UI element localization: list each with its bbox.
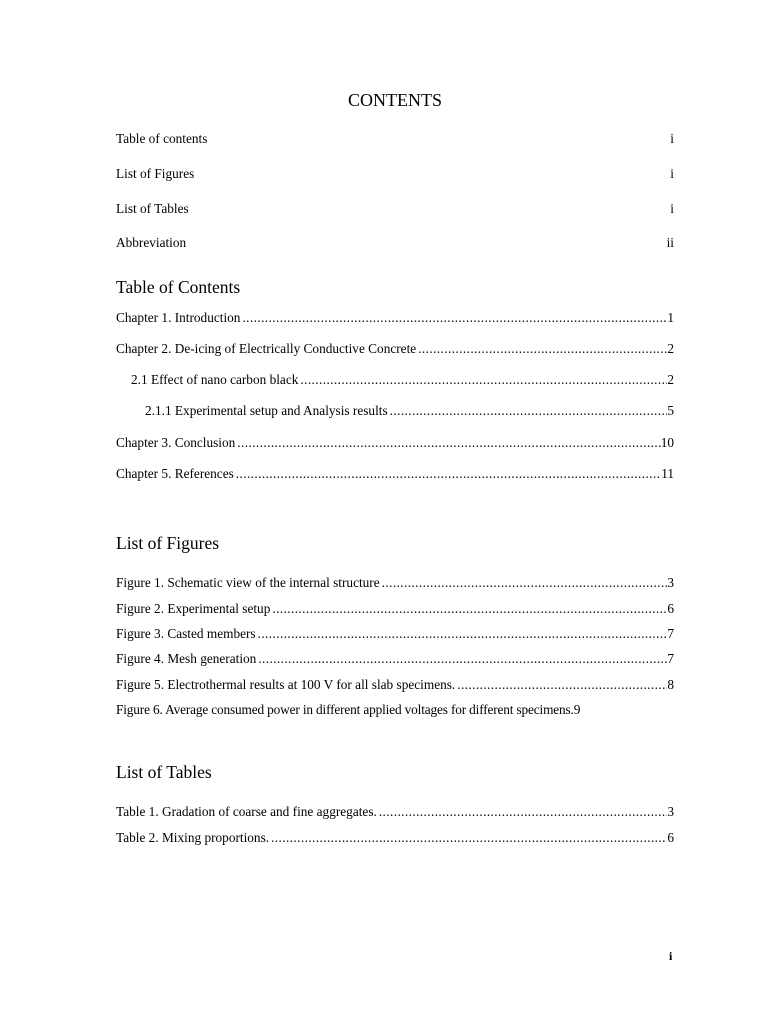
entry-page-number: i (670, 131, 674, 146)
entry-page-number: 6 (667, 601, 674, 616)
dot-leader (236, 465, 661, 483)
dot-leader (379, 803, 668, 821)
figure-entry-3[interactable] (116, 625, 674, 643)
toc-entry-chapter-1[interactable] (116, 309, 674, 327)
dot-leader (382, 574, 668, 592)
page-title: CONTENTS (348, 90, 442, 110)
entry-label: 2.1 Effect of nano carbon black (131, 372, 299, 387)
entry-page-number: 2 (667, 341, 674, 356)
front-matter-item-list-of-figures[interactable] (116, 165, 674, 183)
entry-label: Figure 2. Experimental setup (116, 601, 271, 616)
table-entry-1[interactable] (116, 803, 674, 821)
entry-page-number: 6 (667, 830, 674, 845)
entry-label: Figure 5. Electrothermal results at 100 V for all slab specimens. (116, 677, 456, 692)
entry-label: Figure 3. Casted members (116, 626, 256, 641)
entry-page-number: 3 (667, 575, 674, 590)
entry-label: Figure 6. Average consumed power in different applied voltages for different specimens. (116, 702, 574, 717)
entry-page-number: 1 (667, 310, 674, 325)
entry-label: Chapter 1. Introduction (116, 310, 241, 325)
dot-leader (242, 309, 667, 327)
dot-leader (272, 600, 667, 618)
toc-entry-chapter-2[interactable] (116, 340, 674, 358)
front-matter-item-abbreviation[interactable] (116, 234, 674, 252)
entry-label: Figure 1. Schematic view of the internal structure (116, 575, 380, 590)
dot-leader (457, 676, 667, 694)
figure-entry-6[interactable] (116, 701, 674, 719)
dot-leader (418, 340, 667, 358)
entry-page-number: 9 (573, 702, 581, 717)
entry-label: Table 1. Gradation of coarse and fine aggregates. (116, 804, 377, 819)
entry-label: 2.1.1 Experimental setup and Analysis results (145, 403, 388, 418)
front-matter-item-table-of-contents[interactable] (116, 130, 674, 148)
entry-page-number: 3 (667, 804, 674, 819)
entry-label: Table of contents (116, 131, 208, 146)
entry-page-number: 5 (667, 403, 674, 418)
toc-entry-section-2-1[interactable] (131, 371, 674, 389)
entry-label: Abbreviation (116, 235, 187, 250)
tables-heading: List of Tables (116, 762, 212, 782)
dot-leader (258, 650, 667, 668)
dot-leader (300, 371, 667, 389)
entry-page-number: 11 (661, 466, 674, 481)
table-entry-2[interactable] (116, 829, 674, 847)
figure-entry-1[interactable] (116, 574, 674, 592)
entry-page-number: 7 (667, 626, 674, 641)
dot-leader (237, 434, 660, 452)
entry-page-number: ii (666, 235, 674, 250)
toc-heading: Table of Contents (116, 277, 241, 297)
toc-entry-chapter-3[interactable] (116, 434, 674, 452)
entry-page-number: 2 (667, 372, 674, 387)
entry-page-number: i (670, 201, 674, 216)
toc-entry-chapter-5[interactable] (116, 465, 674, 483)
entry-page-number: 10 (660, 435, 674, 450)
entry-page-number: 7 (667, 651, 674, 666)
dot-leader (258, 625, 668, 643)
entry-label: Chapter 3. Conclusion (116, 435, 236, 450)
figure-entry-2[interactable] (116, 600, 674, 618)
entry-label: Table 2. Mixing proportions. (116, 830, 270, 845)
entry-label: Chapter 2. De-icing of Electrically Conductive Concrete (116, 341, 417, 356)
entry-page-number: i (670, 166, 674, 181)
figure-entry-5[interactable] (116, 676, 674, 694)
figures-heading: List of Figures (116, 533, 220, 553)
entry-label: Chapter 5. References (116, 466, 234, 481)
dot-leader (271, 829, 667, 847)
entry-page-number: 8 (667, 677, 674, 692)
entry-label: List of Figures (116, 166, 195, 181)
dot-leader (390, 402, 668, 420)
toc-entry-section-2-1-1[interactable] (145, 402, 674, 420)
footer-page-number: i (669, 949, 673, 963)
front-matter-item-list-of-tables[interactable] (116, 200, 674, 218)
entry-label: Figure 4. Mesh generation (116, 651, 257, 666)
figure-entry-4[interactable] (116, 650, 674, 668)
entry-label: List of Tables (116, 201, 189, 216)
